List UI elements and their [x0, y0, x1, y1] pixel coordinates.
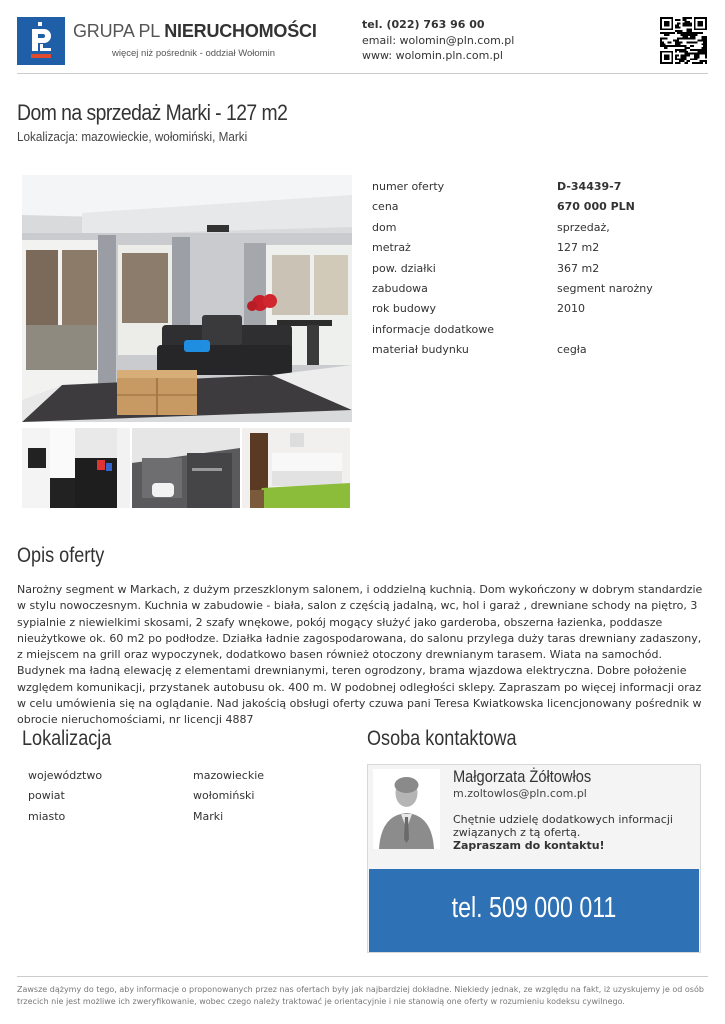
thumbnail-bathroom-2[interactable]	[242, 428, 350, 508]
detail-label: materiał budynku	[372, 343, 469, 356]
detail-label: pow. działki	[372, 262, 436, 275]
location-value: Marki	[193, 810, 224, 823]
detail-value: D-34439-7	[557, 180, 622, 193]
detail-value: 127 m2	[557, 241, 600, 254]
agent-cta: Zapraszam do kontaktu!	[453, 839, 605, 852]
location-label: województwo	[28, 769, 103, 782]
location-value: mazowieckie	[193, 769, 265, 782]
agent-message-text: Chętnie udzielę dodatkowych informacji związanych z tą ofertą.	[453, 813, 673, 839]
description-text: Narożny segment w Markach, z dużym przeszklonym salonem, i oddzielną kuchnią. Dom wykończony w dobrym standardzie w stylu nowoczesnym. Kuchnia w zabudowie - biała, salon z częścią jadalną, wc, hol i garaż , drewniane schody na piętro, 3 sypialnie z niewielkimi skosami, 2 szafy wnękowe, pokój mogący służyć jako garderoba, obszerna łazienka, poddasze nieużytkowe ok. 60 m2 po podłodze. Działka ładnie zagospodarowana, do salonu przylega duży taras drewniany zadaszony, z miejscem na grill oraz wypoczynek, dodatkowo basen również otoczony drewnianym tarasem. Wiata na samochód. Budynek ma ładną elewację z elementami drewnianymi, teren ogrodzony, brama wjazdowa elektryczna. Dobre położenie względem komunikacji, przystanek autobusu ok. 400 m. W podobnej odległości sklepy. Zapraszam po więcej informacji oraz w celu umówienia się na oglądanie. Nad jakością obsługi oferty czuwa pani Teresa Kwiatkowska licencjonowany pośrednik w obrocie nieruchomościami, nr licencji 4887	[17, 583, 703, 727]
agent-message	[453, 813, 693, 852]
agent-name: Małgorzata Żółtowłos	[453, 767, 592, 786]
detail-label: dom	[372, 221, 397, 234]
footer-disclaimer: Zawsze dążymy do tego, aby informacje o proponowanych przez nas ofertach były jak najbardziej dokładne. Niekiedy jednak, ze względu na fakt, iż uzyskujemy je od osób trzecich nie jest możliwe ich zweryfikowanie, wobec czego należy traktować je orientacyjnie i nie stanowią one oferty w rozumieniu kodeksu cywilnego.	[17, 985, 704, 1006]
footer-divider	[17, 976, 708, 977]
company-logo	[17, 17, 65, 65]
office-contact	[362, 17, 514, 64]
location-heading: Lokalizacja	[22, 727, 112, 750]
main-photo[interactable]	[22, 175, 352, 422]
detail-label: metraż	[372, 241, 411, 254]
location-label: miasto	[28, 810, 66, 823]
detail-label: numer oferty	[372, 180, 445, 193]
detail-value: segment narożny	[557, 282, 653, 295]
contact-person-heading: Osoba kontaktowa	[367, 727, 517, 750]
page-subtitle: Lokalizacja: mazowieckie, wołomiński, Marki	[17, 129, 248, 144]
qr-code-icon	[660, 17, 707, 64]
brand-name: GRUPA PL NIERUCHOMOŚCI	[73, 21, 317, 41]
description-heading: Opis oferty	[17, 544, 105, 567]
thumbnail-kitchen[interactable]	[22, 428, 130, 508]
header-divider	[17, 73, 708, 74]
location-value: wołomiński	[193, 789, 255, 802]
office-email[interactable]: email: wolomin@pln.com.pl	[362, 33, 515, 47]
thumbnail-bathroom[interactable]	[132, 428, 240, 508]
detail-value: 670 000 PLN	[557, 200, 635, 213]
detail-label: cena	[372, 200, 399, 213]
brand-tagline: więcej niż pośrednik - oddział Wołomin	[112, 48, 275, 59]
detail-label: zabudowa	[372, 282, 428, 295]
office-phone[interactable]: tel. (022) 763 96 00	[362, 18, 485, 31]
agent-phone[interactable]: tel. 509 000 011	[451, 892, 617, 924]
detail-value: sprzedaż,	[557, 221, 610, 234]
detail-label: informacje dodatkowe	[372, 323, 495, 336]
detail-value: 2010	[557, 302, 585, 315]
location-label: powiat	[28, 789, 65, 802]
office-www[interactable]: www: wolomin.pln.com.pl	[362, 49, 503, 62]
agent-avatar	[373, 769, 440, 849]
detail-value: cegła	[557, 343, 587, 356]
page-title: Dom na sprzedaż Marki - 127 m2	[17, 100, 288, 125]
detail-value: 367 m2	[557, 262, 600, 275]
agent-email[interactable]: m.zoltowlos@pln.com.pl	[453, 787, 587, 800]
detail-label: rok budowy	[372, 302, 437, 315]
